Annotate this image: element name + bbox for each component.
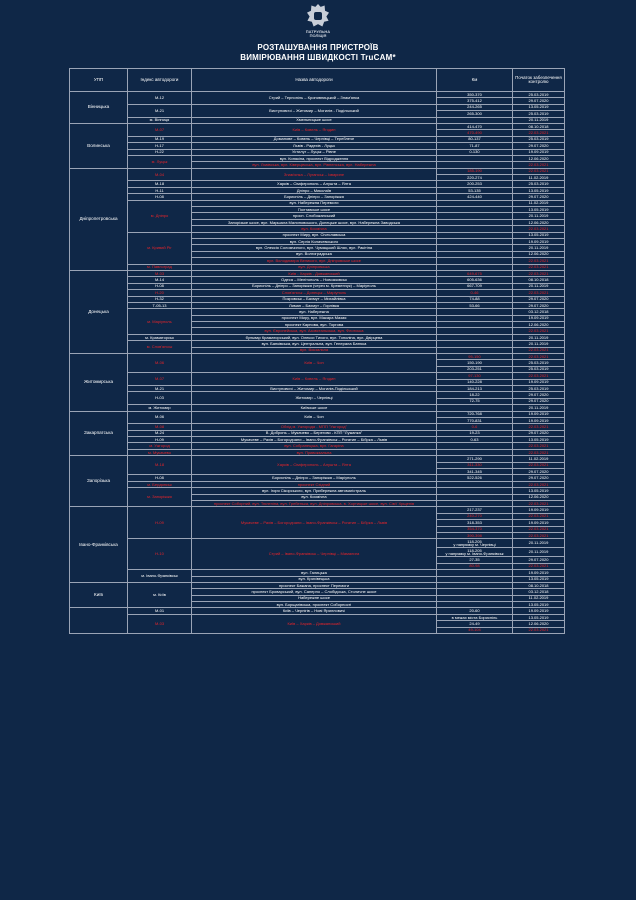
start-date-cell: 29.07.2020 [513, 302, 565, 308]
road-index-cell: м. Вінниця [128, 117, 192, 123]
km-cell: 390-398 [437, 532, 513, 538]
road-index-cell: Н-11 [128, 187, 192, 193]
road-name-cell: В. Добронь – Мукачево – Берегово - КПП "Лужанка" [192, 430, 437, 436]
start-date-cell: 22.03.2021 [513, 328, 565, 334]
start-date-cell: 22.03.2021 [513, 627, 565, 633]
start-date-cell: 19.09.2019 [513, 570, 565, 576]
km-cell: 71-87 [437, 143, 513, 149]
start-date-cell: 08.10.2018 [513, 277, 565, 283]
road-name-cell: Знам'янка – Луганськ – Ізварине [192, 168, 437, 181]
km-cell: 217-237 [437, 507, 513, 513]
start-date-cell: 19.09.2019 [513, 238, 565, 244]
road-index-cell: М-18 [128, 181, 192, 187]
start-date-cell: 20.11.2019 [513, 405, 565, 411]
km-cell: 118-205 у напрямку м. Івано-Франківськ [437, 548, 513, 557]
km-cell: 0-130 [437, 149, 513, 155]
header-road-name: Назва автодороги [192, 69, 437, 92]
road-name-cell: проспект Миру, вул. Січеславська [192, 232, 437, 238]
road-name-cell: Бориспіль – Дніпро – Запоріжжя [192, 194, 437, 200]
devices-table [69, 68, 565, 634]
road-index-cell: Н-03 [128, 392, 192, 405]
start-date-cell: 08.10.2018 [513, 582, 565, 588]
start-date-cell: 29.07.2020 [513, 98, 565, 104]
start-date-cell: 19.09.2019 [513, 149, 565, 155]
km-cell: 271-290 [437, 456, 513, 462]
road-index-cell: м. Мукачево [128, 449, 192, 455]
region-cell: Житомирська [70, 354, 128, 412]
start-date-cell: 19.09.2019 [513, 507, 565, 513]
road-index-cell: м. Київ [128, 582, 192, 608]
region-cell [70, 608, 128, 634]
road-name-cell: Київ - Харків - Довжанський [192, 270, 437, 276]
road-name-cell: проспект Соборний, вул. Тюленіна, вул. Гребенька, вул. Дніпровська, в. Хортицьке шосе, вул. Сім'ї Хрщенів [192, 501, 437, 507]
start-date-cell: 20.11.2019 [513, 283, 565, 289]
header-road-index: Індекс автодороги [128, 69, 192, 92]
start-date-cell: 22.03.2021 [513, 162, 565, 168]
road-name-cell: вул. Львівська, вул. Ківерцівська, вул. Рівненська, вул. Набережна [192, 162, 437, 168]
start-date-cell: 20.11.2019 [513, 539, 565, 548]
km-cell: 470-490 [437, 130, 513, 136]
km-cell: 220-274 [437, 175, 513, 181]
road-name-cell: бульвар Краматорський, вул. Олекси Тихого, вул. Тополіна, вул. Двірцева [192, 334, 437, 340]
table-row [70, 539, 565, 548]
road-name-cell: Харків – Сімферополь – Алушта – Ялта [192, 181, 437, 187]
road-name-cell: Київ – Ковель – Ягодин [192, 123, 437, 136]
km-cell: 522-526 [437, 475, 513, 481]
start-date-cell: 08.10.2018 [513, 123, 565, 129]
km-cell: в межах міста Бориспіль [437, 614, 513, 620]
road-name-cell: вул. Володимира Великого, вул. Дніпровське шосе [192, 258, 437, 264]
start-date-cell: 25.03.2019 [513, 92, 565, 98]
km-cell: 118-205 у напрямку м. Чернівці [437, 539, 513, 548]
road-name-cell: Стрий – Тернопіль – Кропивницький – Знам'янка [192, 92, 437, 105]
road-index-cell: М-24 [128, 430, 192, 436]
start-date-cell: 20.11.2019 [513, 117, 565, 123]
road-index-cell: м. Дніпро [128, 200, 192, 232]
km-cell: 265-300 [437, 111, 513, 117]
start-date-cell: 22.03.2021 [513, 130, 565, 136]
road-index-cell: Н-20 [128, 290, 192, 296]
header-start-date: Початок забезпечення контролю [513, 69, 565, 92]
start-date-cell: 11.02.2019 [513, 595, 565, 601]
road-name-cell: просп. Слобожанський [192, 213, 437, 219]
km-cell: 667-709 [437, 283, 513, 289]
road-name-cell: Покровськ – Бахмут – Михайлівка [192, 296, 437, 302]
km-cell: 80-98 [437, 563, 513, 569]
start-date-cell: 13.05.2019 [513, 187, 565, 193]
start-date-cell: 29.07.2020 [513, 475, 565, 481]
road-name-cell: Харків – Сімферополь – Алушта – Ялта [192, 456, 437, 475]
road-index-cell: Н-09 [128, 437, 192, 443]
start-date-cell: 22.03.2021 [513, 226, 565, 232]
km-cell: 311-330 [437, 462, 513, 468]
page-title-line1: РОЗТАШУВАННЯ ПРИСТРОЇВ [257, 43, 379, 52]
start-date-cell: 22.03.2021 [513, 373, 565, 379]
start-date-cell: 20.11.2019 [513, 548, 565, 557]
start-date-cell: 13.05.2019 [513, 614, 565, 620]
road-index-cell: м. Бердянськ [128, 481, 192, 487]
start-date-cell: 20.11.2019 [513, 334, 565, 340]
road-name-cell: Стрий – Івано-Франківськ – Чернівці – Мамалига [192, 539, 437, 570]
start-date-cell: 29.07.2020 [513, 430, 565, 436]
road-name-cell: вул. Вокзальна [192, 347, 437, 353]
start-date-cell: 19.09.2019 [513, 315, 565, 321]
start-date-cell: 13.05.2019 [513, 576, 565, 582]
start-date-cell: 13.05.2019 [513, 488, 565, 494]
page-title-line2: ВИМІРЮВАННЯ ШВИДКОСТІ TruCAM* [240, 53, 396, 62]
region-cell: Вінницька [70, 92, 128, 124]
start-date-cell: 13.05.2019 [513, 207, 565, 213]
km-cell: 244-265 [437, 104, 513, 110]
start-date-cell: 19.09.2019 [513, 417, 565, 423]
start-date-cell: 20.11.2019 [513, 213, 565, 219]
start-date-cell: 22.03.2021 [513, 258, 565, 264]
start-date-cell: 19.09.2019 [513, 379, 565, 385]
km-cell: 27-35 [437, 557, 513, 563]
road-name-cell: Обхід м. Ужгорода - МПП "Ужгород" [192, 424, 437, 430]
header-upp: УПП [70, 69, 128, 92]
km-cell: 97-130 [437, 373, 513, 379]
road-name-cell: Виступовичі – Житомир – Могилів-Подільський [192, 385, 437, 391]
road-index-cell: Н-22 [128, 149, 192, 155]
road-name-cell: вул. Галицька [192, 570, 437, 576]
km-cell: 354-370 [437, 526, 513, 532]
start-date-cell: 22.03.2021 [513, 347, 565, 353]
start-date-cell: 22.03.2021 [513, 354, 565, 360]
road-name-cell: вул. Волгоградська [192, 251, 437, 257]
road-name-cell: вул. Європейська, вул. Азовстальська, вул. Флотська [192, 328, 437, 334]
km-cell: 185-190 [437, 168, 513, 174]
km-cell: 203-251 [437, 366, 513, 372]
km-cell: 53-135 [437, 187, 513, 193]
km-cell: 375-412 [437, 98, 513, 104]
start-date-cell: 19.09.2019 [513, 520, 565, 526]
road-index-cell: м. Кривий Ріг [128, 232, 192, 264]
region-cell: Івано-Франківська [70, 507, 128, 583]
road-index-cell: Н-08 [128, 194, 192, 200]
road-name-cell: Полтавське шосе [192, 207, 437, 213]
start-date-cell: 13.05.2019 [513, 602, 565, 608]
road-name-cell: Дніпро – Миколаїв [192, 187, 437, 193]
start-date-cell: 29.07.2020 [513, 143, 565, 149]
km-cell: 150-190 [437, 360, 513, 366]
start-date-cell: 25.03.2019 [513, 366, 565, 372]
road-index-cell: м. Краматорськ [128, 334, 192, 340]
road-index-cell: М-03 [128, 614, 192, 633]
header-km: Км [437, 69, 513, 92]
road-index-cell: М-21 [128, 385, 192, 391]
km-cell: 49-104 [437, 627, 513, 633]
start-date-cell: 20.11.2019 [513, 341, 565, 347]
road-name-cell: вул. Дніпровська [192, 264, 437, 270]
km-cell: 74-88 [437, 296, 513, 302]
start-date-cell: 13.05.2019 [513, 437, 565, 443]
road-name-cell: Устилуг – Луцьк – Рівне [192, 149, 437, 155]
road-name-cell: Хмельницьке шосе [192, 117, 437, 123]
road-name-cell: вул. Ігоря Сікорського, вул. Прибережна автомагістраль [192, 488, 437, 494]
road-index-cell: Н-08 [128, 283, 192, 289]
page-header [0, 4, 636, 62]
km-cell: 0-63 [437, 437, 513, 443]
start-date-cell: 29.07.2020 [513, 557, 565, 563]
km-cell: 424-440 [437, 194, 513, 200]
start-date-cell: 22.03.2021 [513, 513, 565, 519]
road-index-cell: м. Слов'янськ [128, 341, 192, 354]
km-cell: 341-345 [437, 469, 513, 475]
road-name-cell: проспект Карпова, вул. Торгова [192, 322, 437, 328]
km-cell: 19-23 [437, 430, 513, 436]
start-date-cell: 03.12.2018 [513, 589, 565, 595]
start-date-cell: 11.02.2019 [513, 200, 565, 206]
start-date-cell: 13.05.2019 [513, 232, 565, 238]
road-index-cell: М-03 [128, 270, 192, 276]
start-date-cell: 03.12.2018 [513, 309, 565, 315]
km-cell: 318-353 [437, 520, 513, 526]
start-date-cell: 29.07.2020 [513, 398, 565, 404]
start-date-cell: 11.02.2019 [513, 456, 565, 462]
road-index-cell: М-19 [128, 136, 192, 142]
road-index-cell: Н-17 [128, 143, 192, 149]
road-index-cell: М-06 [128, 411, 192, 424]
start-date-cell: 25.03.2019 [513, 111, 565, 117]
start-date-cell: 12.06.2020 [513, 219, 565, 225]
road-name-cell: Київ – Харків – Довжанський [192, 614, 437, 633]
region-cell: Закарпатська [70, 411, 128, 456]
road-index-cell: М-07 [128, 123, 192, 136]
road-name-cell: Лиман – Бахмут – Горлівка [192, 302, 437, 308]
road-index-cell: м. Житомир [128, 405, 192, 411]
km-cell: 414-470 [437, 123, 513, 129]
road-name-cell: Набережне шосе [192, 595, 437, 601]
km-cell: 240-270 [437, 513, 513, 519]
km-cell: 200-253 [437, 181, 513, 187]
start-date-cell: 22.03.2021 [513, 168, 565, 174]
start-date-cell: 22.03.2021 [513, 443, 565, 449]
start-date-cell: 12.06.2020 [513, 155, 565, 161]
km-cell: 605-636 [437, 277, 513, 283]
km-cell: 184-213 [437, 385, 513, 391]
start-date-cell: 12.06.2020 [513, 621, 565, 627]
km-cell: 72-75 [437, 398, 513, 404]
road-name-cell: Київське шосе [192, 405, 437, 411]
road-index-cell: м. Павлоград [128, 264, 192, 270]
start-date-cell: 11.02.2019 [513, 175, 565, 181]
region-cell: Волинська [70, 123, 128, 168]
road-name-cell: вул. Олексія Соломчиного, вул. Чумацький Шлях, вул. Ракітіна [192, 245, 437, 251]
road-name-cell: Доманове – Ковель – Чернівці – Тереблече [192, 136, 437, 142]
km-cell: 770-831 [437, 417, 513, 423]
km-cell: 53-66 [437, 302, 513, 308]
start-date-cell: 22.03.2021 [513, 424, 565, 430]
start-date-cell: 25.03.2019 [513, 136, 565, 142]
km-cell: 95-150 [437, 354, 513, 360]
start-date-cell: 29.07.2020 [513, 296, 565, 302]
km-cell: 20-60 [437, 608, 513, 614]
start-date-cell: 20.11.2019 [513, 245, 565, 251]
start-date-cell: 22.03.2021 [513, 526, 565, 532]
road-name-cell: Бориспіль – Дніпро – Запоріжжя (через м. Кременчук) – Маріуполь [192, 283, 437, 289]
road-name-cell: проспект Миру, вул. Макара Мазая [192, 315, 437, 321]
road-index-cell: м. Івано-Франківськ [128, 570, 192, 583]
road-index-cell: м. Луцьк [128, 155, 192, 168]
logo-text: ПАТРУЛЬНА ПОЛІЦІЯ [305, 29, 331, 38]
road-index-cell: М-21 [128, 104, 192, 117]
km-cell: 649-675 [437, 270, 513, 276]
road-name-cell: вул. Собранецька, вул. Гагаріна [192, 443, 437, 449]
start-date-cell: 12.06.2020 [513, 322, 565, 328]
road-index-cell: М-06 [128, 354, 192, 373]
road-index-cell: М-14 [128, 277, 192, 283]
road-name-cell: вул. Привокзальна [192, 449, 437, 455]
road-name-cell: Київ – Чоп [192, 411, 437, 424]
km-cell: 80-137 [437, 136, 513, 142]
road-name-cell: Запорізьке шосе, вул. Маршала Малиновського, Донецьке шосе, вул. Набережна Заводська [192, 219, 437, 225]
start-date-cell: 25.03.2019 [513, 385, 565, 391]
road-index-cell: М-12 [128, 92, 192, 105]
road-index-cell: м. Маріуполь [128, 309, 192, 335]
road-index-cell: М-07 [128, 373, 192, 386]
road-name-cell: Мукачеве – Рахів – Богородчани – Івано-Франківськ – Рогатин – Бібрка – Львів [192, 437, 437, 443]
road-name-cell: вул. Конякіна, проспект Відродження [192, 155, 437, 161]
road-name-cell: Мукачеве – Рахів – Богородчани – Івано-Франківськ – Рогатин – Бібрка – Львів [192, 507, 437, 539]
road-name-cell: вул. Набережна [192, 309, 437, 315]
road-index-cell: Н-32 [128, 296, 192, 302]
police-badge-icon [307, 4, 329, 28]
start-date-cell: 22.03.2021 [513, 501, 565, 507]
road-name-cell: Бориспіль – Дніпро – Запоріжжя – Маріуполь [192, 475, 437, 481]
road-name-cell: вул. Банківська, вул. Центральна, вул. Генерала Батюка [192, 341, 437, 347]
road-index-cell: Н-08 [128, 475, 192, 481]
km-cell: 24-49 [437, 621, 513, 627]
start-date-cell: 22.03.2021 [513, 563, 565, 569]
road-index-cell: Т-05-13 [128, 302, 192, 308]
road-name-cell: Слов'янськ – Донецьк – Маріуполь [192, 290, 437, 296]
km-cell: 18-22 [437, 392, 513, 398]
road-name-cell: Львів - Радехів - Луцьк [192, 143, 437, 149]
road-name-cell: Київ – Чоп [192, 354, 437, 373]
km-cell: 350-370 [437, 92, 513, 98]
road-index-cell: М-18 [128, 456, 192, 475]
road-name-cell: вул. Набережна Перемоги [192, 200, 437, 206]
road-name-cell: вул. Сергія Колачевського [192, 238, 437, 244]
region-cell: Запорізька [70, 456, 128, 507]
start-date-cell: 22.03.2021 [513, 449, 565, 455]
start-date-cell: 12.06.2020 [513, 251, 565, 257]
road-name-cell: Київ – Чернігів – Нові Ярилловичі [192, 608, 437, 614]
region-cell: Дніпропетровська [70, 168, 128, 270]
road-name-cell: Виступовичі – Житомир – Могилів - Подільський [192, 104, 437, 117]
start-date-cell: 29.07.2020 [513, 469, 565, 475]
road-index-cell: М-04 [128, 168, 192, 181]
start-date-cell: 25.03.2019 [513, 181, 565, 187]
road-index-cell: М-01 [128, 608, 192, 614]
road-name-cell: вул. Космічна [192, 226, 437, 232]
km-cell: 140-228 [437, 379, 513, 385]
road-index-cell: м. Запоріжжя [128, 488, 192, 507]
road-name-cell: проспект Східний [192, 481, 437, 487]
start-date-cell: 13.05.2019 [513, 104, 565, 110]
start-date-cell: 22.03.2021 [513, 462, 565, 468]
road-index-cell: м. Ужгород [128, 443, 192, 449]
road-name-cell: Житомир – Чернівці [192, 392, 437, 405]
road-name-cell: проспект Броварський, вул. Саперно – Слобідська, Столичне шосе [192, 589, 437, 595]
start-date-cell: 19.09.2019 [513, 411, 565, 417]
start-date-cell: 22.03.2021 [513, 290, 565, 296]
start-date-cell: 22.03.2021 [513, 481, 565, 487]
start-date-cell: 12.06.2020 [513, 494, 565, 500]
road-index-cell: Н-09 [128, 507, 192, 539]
start-date-cell: 29.07.2020 [513, 392, 565, 398]
start-date-cell: 22.03.2021 [513, 532, 565, 538]
road-name-cell: вул. Крихівецька [192, 576, 437, 582]
start-date-cell: 25.03.2019 [513, 360, 565, 366]
start-date-cell: 22.03.2021 [513, 270, 565, 276]
table-header-row [70, 69, 565, 92]
road-name-cell: Одеса – Мелітополь – Новоазовськ [192, 277, 437, 283]
start-date-cell: 29.07.2020 [513, 194, 565, 200]
km-cell: 720-768 [437, 411, 513, 417]
road-name-cell: вул. Космічна [192, 494, 437, 500]
road-name-cell: вул. Борщагівська, проспект Соборності [192, 602, 437, 608]
road-name-cell: проспект Бажана, проспект Перемоги [192, 582, 437, 588]
road-index-cell: Н-10 [128, 539, 192, 570]
region-cell: Київ [70, 582, 128, 608]
km-cell: 0-46 [437, 290, 513, 296]
start-date-cell: 22.03.2021 [513, 264, 565, 270]
start-date-cell: 19.09.2019 [513, 608, 565, 614]
road-index-cell: М-08 [128, 424, 192, 430]
region-cell: Донецька [70, 270, 128, 353]
km-cell: 0-6 [437, 424, 513, 430]
road-name-cell: Київ – Ковель – Ягодин [192, 373, 437, 386]
